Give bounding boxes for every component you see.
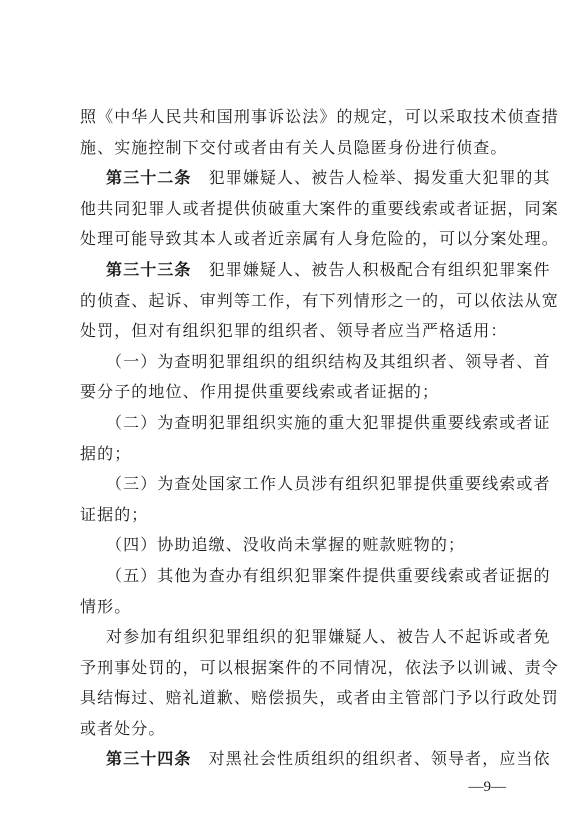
page-number: —9— (468, 779, 506, 795)
text-line (80, 255, 551, 286)
text-line (80, 133, 506, 164)
line-text: 处罚，但对有组织犯罪的组织者、领导者应当严格适用： (80, 321, 508, 341)
text-line (80, 530, 506, 561)
article-heading: 第三十三条 (106, 259, 192, 279)
line-text: （四）协助追缴、没收尚未掌握的赃款赃物的； (106, 535, 466, 555)
text-line (80, 439, 506, 470)
line-text: 证据的； (80, 504, 149, 524)
line-text: 要分子的地位、作用提供重要线索或者证据的； (80, 382, 440, 402)
line-text: （二）为查明犯罪组织实施的重大犯罪提供重要线索或者证 (106, 412, 551, 432)
line-text: 犯罪嫌疑人、被告人检举、揭发重大犯罪的其 (191, 168, 551, 188)
text-line (80, 653, 559, 684)
text-line (80, 622, 551, 653)
line-text: （一）为查明犯罪组织的组织结构及其组织者、领导者、首 (106, 351, 551, 371)
text-line (80, 347, 551, 378)
article-heading: 第三十四条 (106, 749, 192, 769)
line-text: 据的； (80, 443, 132, 463)
line-text: 予刑事处罚的，可以根据案件的不同情况，依法予以训诫、责令 (80, 657, 559, 677)
text-line (80, 592, 506, 623)
line-text: 犯罪嫌疑人、被告人积极配合有组织犯罪案件 (191, 259, 551, 279)
text-line (80, 469, 551, 500)
line-text: 情形。 (80, 596, 132, 616)
line-text: 具结悔过、赔礼道歉、赔偿损失，或者由主管部门予以行政处罚 (80, 688, 559, 708)
line-text: （三）为查处国家工作人员涉有组织犯罪提供重要线索或者 (106, 474, 551, 494)
line-text: 处理可能导致其本人或者近亲属有人身危险的，可以分案处理。 (80, 229, 559, 249)
document-body (80, 102, 559, 775)
text-line (80, 683, 559, 714)
text-line (80, 316, 506, 347)
text-line (80, 500, 506, 531)
line-text: 施、实施控制下交付或者由有关人员隐匿身份进行侦查。 (80, 137, 508, 157)
line-text: 或者处分。 (80, 718, 166, 738)
text-line (80, 224, 559, 255)
line-text: 他共同犯罪人或者提供侦破重大案件的重要线索或者证据，同案 (80, 198, 559, 218)
line-text: 的侦查、起诉、审判等工作，有下列情形之一的，可以依法从宽 (80, 290, 559, 310)
text-line (80, 561, 551, 592)
text-line (80, 163, 551, 194)
text-line (80, 102, 559, 133)
text-line (80, 408, 551, 439)
line-text: 照《中华人民共和国刑事诉讼法》的规定，可以采取技术侦查措 (80, 107, 559, 126)
text-line (80, 714, 506, 745)
article-heading: 第三十二条 (106, 168, 192, 188)
text-line (80, 744, 551, 775)
line-text: 对参加有组织犯罪组织的犯罪嫌疑人、被告人不起诉或者免 (106, 627, 551, 647)
line-text: 对黑社会性质组织的组织者、领导者，应当依 (191, 749, 551, 769)
text-line (80, 286, 559, 317)
text-line (80, 194, 559, 225)
line-text: （五）其他为查办有组织犯罪案件提供重要线索或者证据的 (106, 565, 551, 585)
text-line (80, 377, 506, 408)
